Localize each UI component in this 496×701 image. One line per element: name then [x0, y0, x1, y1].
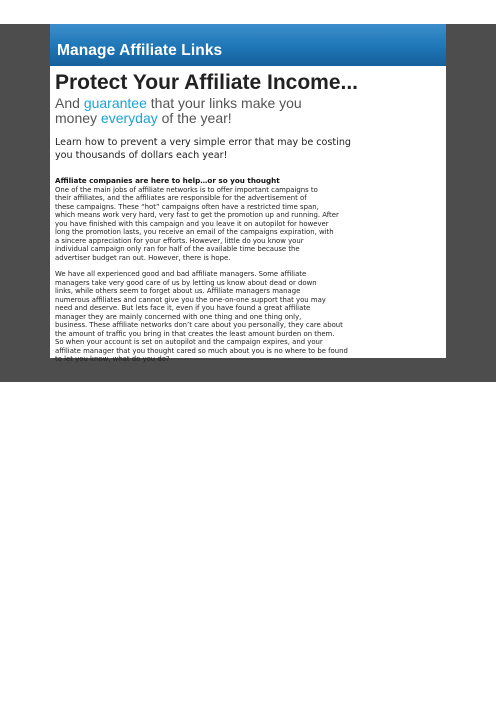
- paragraph-line: links, while others seem to forget about us. Affiliate managers manage: [55, 287, 301, 295]
- paragraph-line: these campaigns. These “hot” campaigns often have a restricted time span,: [55, 202, 319, 211]
- subheadline-text: And: [55, 95, 84, 111]
- paragraph-line: advertiser budget ran out. However, there is hope.: [55, 253, 231, 262]
- paragraph-line: a sincere appreciation for your efforts. However, little do you know your: [55, 236, 304, 245]
- page-headline: Protect Your Affiliate Income...: [55, 71, 359, 94]
- paragraph-line: affiliate manager that you thought cared so much about you is no where to be found: [55, 346, 348, 355]
- paragraph-line: We have all experienced good and bad affiliate managers. Some affiliate: [55, 270, 307, 278]
- paragraph-line: you have finished with this campaign and you leave it on autopilot for however: [55, 219, 329, 228]
- paragraph-line: numerous affiliates and cannot give you the one-on-one support that you may: [55, 295, 326, 304]
- paragraph-line: managers take very good care of us by letting us know about dead or down: [55, 278, 317, 287]
- paragraph-line: individual campaign only ran for half of the available time because the: [55, 245, 300, 253]
- section-heading: Affiliate companies are here to help…or so you thought: [55, 176, 280, 185]
- paragraph-line: which means work very hard, very fast to get the promotion up and running. After: [55, 211, 339, 219]
- main-content: [50, 66, 446, 364]
- body-paragraph-1: [55, 186, 441, 263]
- page-subheadline: [55, 96, 441, 126]
- header-bar: [50, 24, 446, 66]
- subheadline-text: of the year!: [157, 110, 232, 126]
- subheadline-accent: everyday: [100, 110, 158, 126]
- lead-line: Learn how to prevent a very simple error that may be costing: [55, 137, 352, 148]
- subheadline-text: that your links make you: [146, 95, 302, 111]
- paragraph-line: business. These affiliate networks don’t care about you personally, they care about: [55, 321, 343, 329]
- lead-line: you thousands of dollars each year!: [55, 150, 228, 161]
- paragraph-line: need and deserve. But lets face it, even if you have found a great affiliate: [55, 304, 311, 312]
- paragraph-line: manager they are mainly concerned with one thing and one thing only,: [55, 312, 302, 321]
- lead-paragraph: [55, 136, 441, 162]
- body-paragraph-2: [55, 270, 441, 364]
- paragraph-line: the amount of traffic you bring in that creates the least amount burden on them.: [55, 329, 335, 338]
- subheadline-text: money: [55, 110, 101, 126]
- paragraph-line: long the promotion lasts, you receive an email of the campaigns expiration, with: [55, 228, 334, 236]
- paragraph-line: to let you know, what do you do?: [55, 355, 170, 363]
- paragraph-line: One of the main jobs of affiliate networks is to offer important campaigns to: [55, 185, 318, 194]
- paragraph-line: So when your account is set on autopilot and the campaign expires, and your: [55, 338, 323, 346]
- content-panel: [50, 24, 446, 363]
- subheadline-accent: guarantee: [83, 95, 147, 111]
- header-title: Manage Affiliate Links: [57, 42, 223, 59]
- paragraph-line: their affiliates, and the affiliates are responsible for the advertisement of: [55, 194, 307, 202]
